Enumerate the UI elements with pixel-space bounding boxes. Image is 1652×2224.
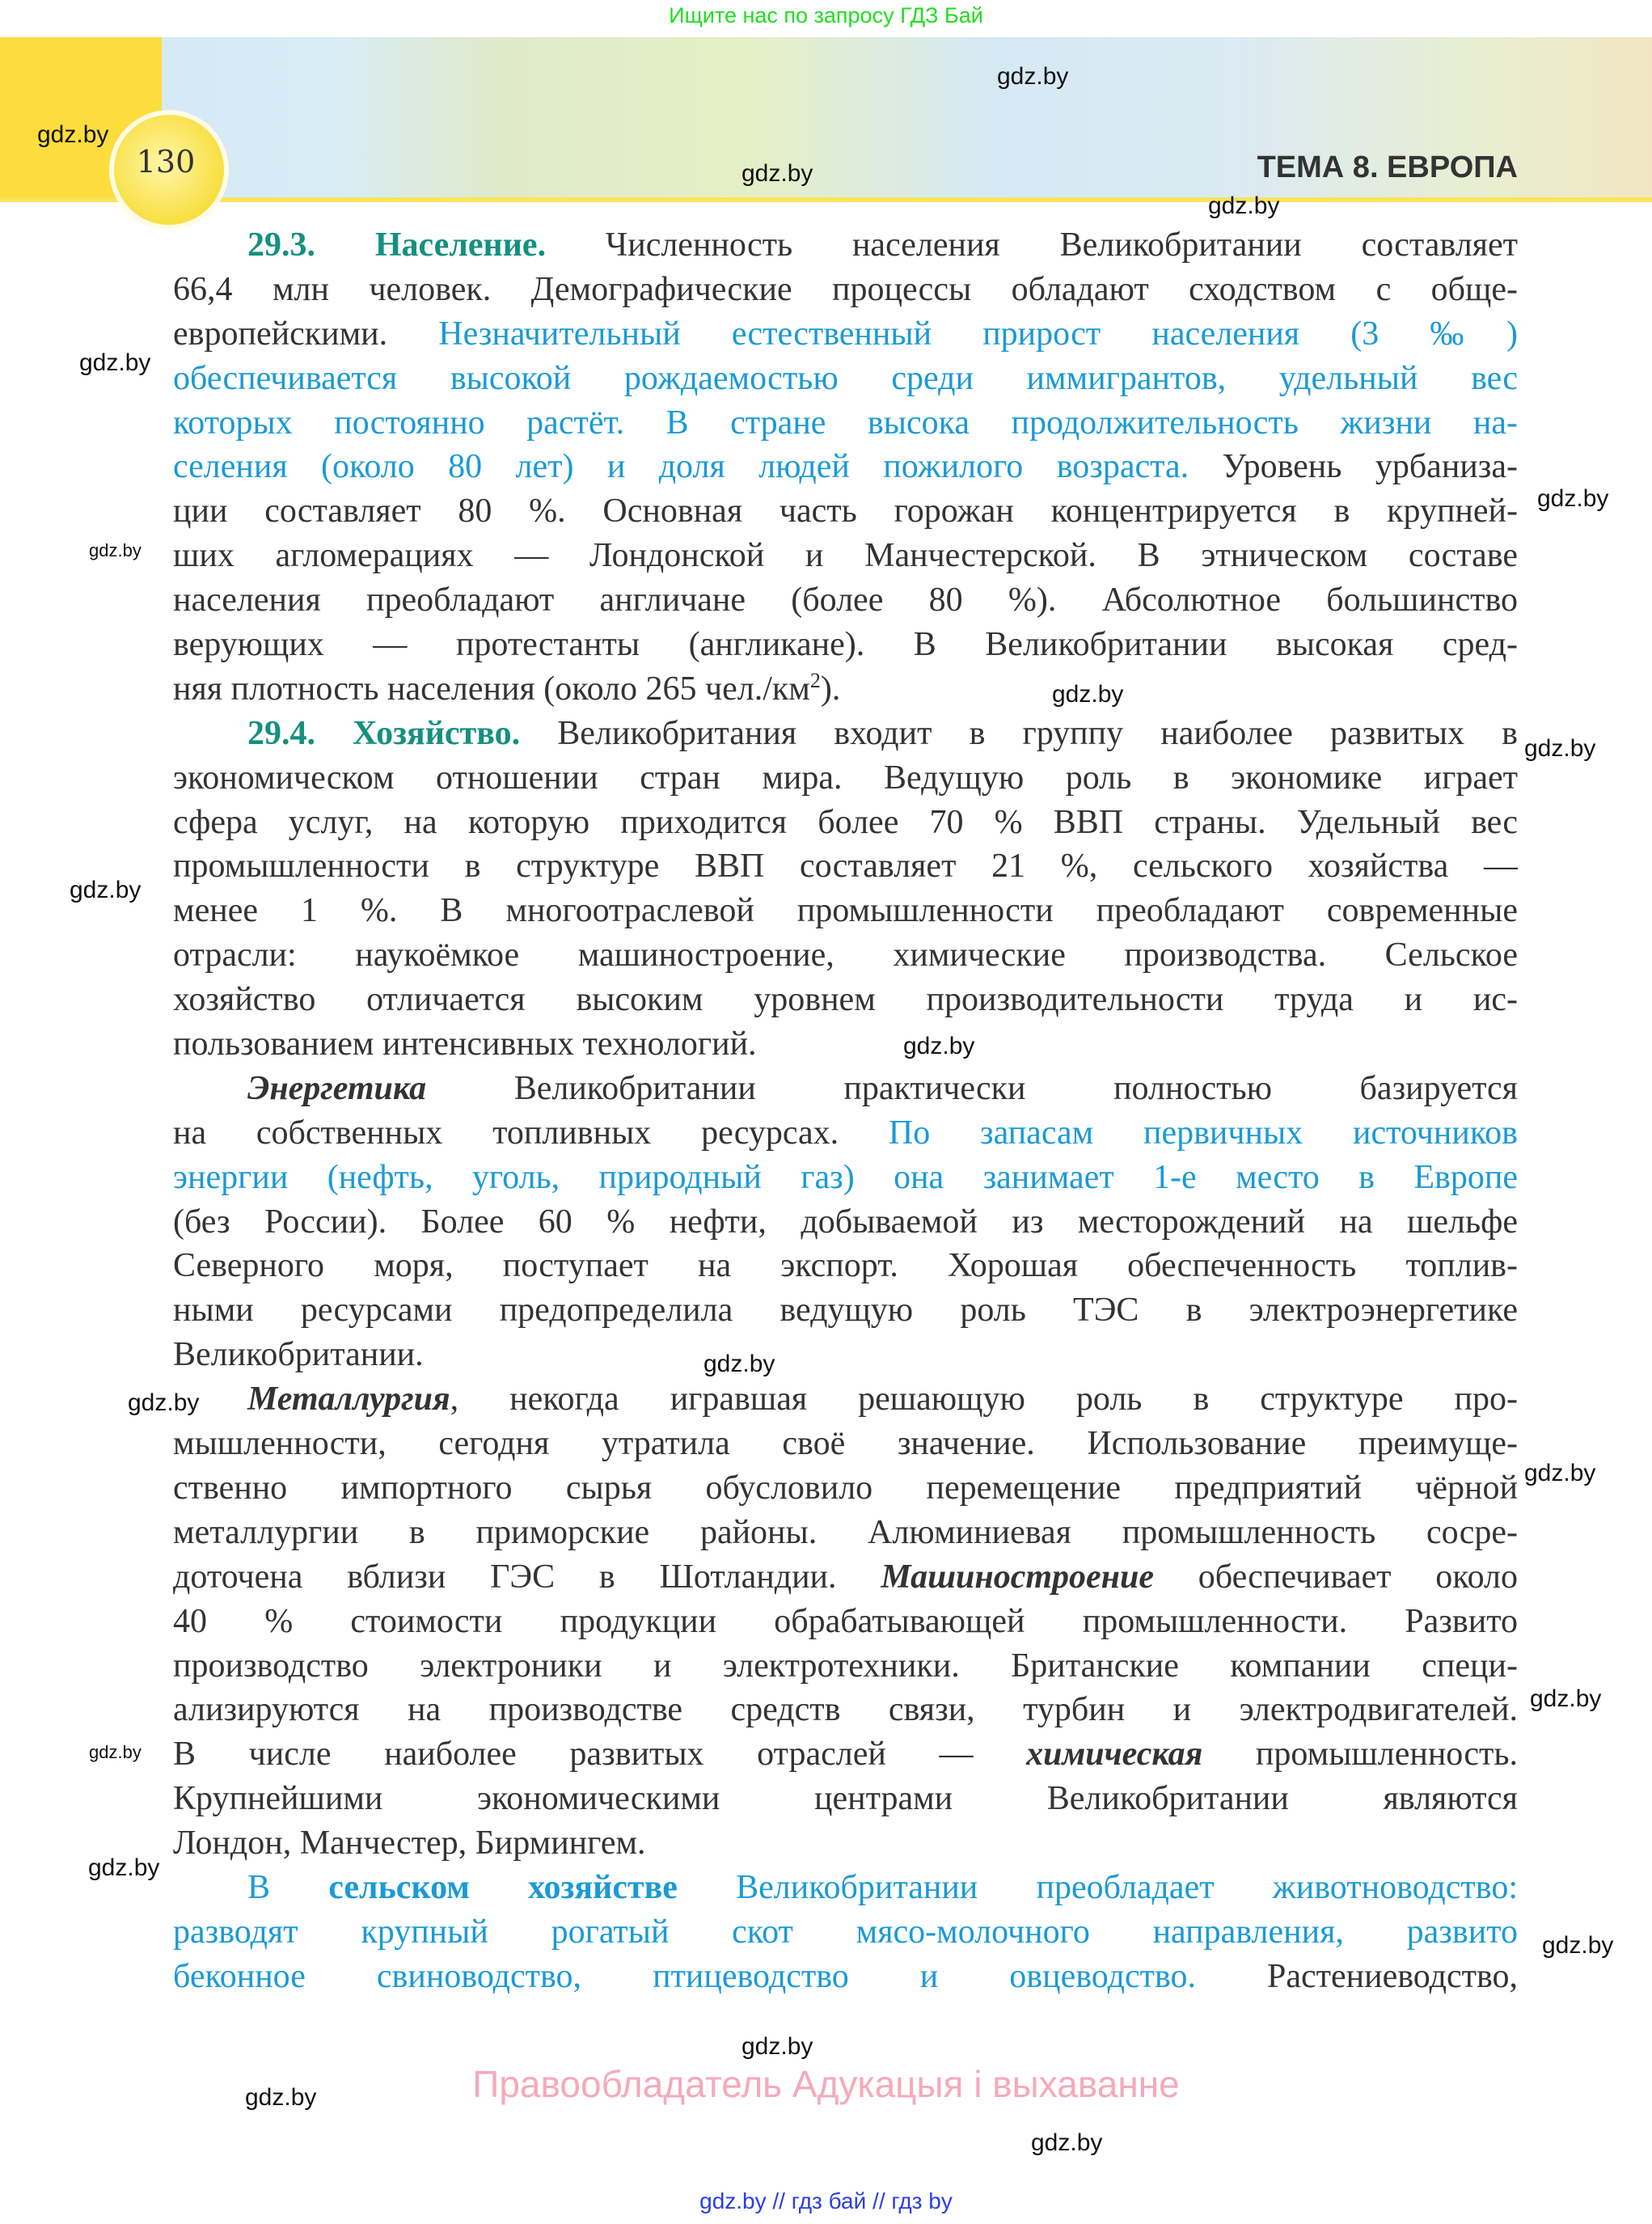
watermark: gdz.by [88,1854,160,1881]
text-line [173,756,1518,801]
watermark: gdz.by [245,2084,317,2111]
text-segment: 2 [809,668,821,692]
watermark: gdz.by [1052,681,1124,708]
watermark: gdz.by [1530,1685,1602,1712]
text-line [173,801,1518,845]
text-line [173,1910,1518,1955]
text-segment: производство электроники и электротехники. Британские компании специ- [173,1647,1518,1685]
text-line [173,978,1518,1022]
text-segment: ции составляет 80 %. Основная часть горожан концентрируется в крупней- [173,493,1518,531]
watermark: gdz.by [703,1351,775,1377]
text-segment: Растениеводство, [1195,1957,1518,1995]
term-emphasis: Машиностроение [881,1558,1154,1596]
text-line [173,1333,1518,1377]
text-line [173,1866,1518,1910]
highlighted-text: По запасам первичных источников [888,1114,1518,1152]
text-line [173,933,1518,978]
text-line [173,1821,1518,1866]
text-line [173,1466,1518,1511]
text-segment: ными ресурсами предопределила ведущую роль ТЭС в электроэнергетике [173,1292,1518,1330]
text-segment: доточена вблизи ГЭС в Шотландии. [173,1558,881,1596]
highlighted-text: Незначительный естественный прирост населения (3 ‰) [438,315,1518,353]
text-line [173,889,1518,933]
text-line [173,1288,1518,1333]
highlighted-text: обеспечивается высокой рождаемостью среди иммигрантов, удельный вес [173,359,1518,397]
watermark: gdz.by [89,540,142,560]
text-segment: отрасли: наукоёмкое машиностроение, химические производства. Сельское [173,937,1518,975]
text-segment: металлургии в приморские районы. Алюминиевая промышленность сосре- [173,1513,1518,1551]
text-segment: верующих — протестанты (англикане). В Великобритании высокая сред- [173,626,1518,664]
text-line [173,1600,1518,1644]
text-segment: экономическом отношении стран мира. Ведущую роль в экономике играет [173,759,1518,797]
watermark: gdz.by [741,160,813,187]
text-segment: 40 % стоимости продукции обрабатывающей промышленности. Развито [173,1602,1518,1640]
text-segment: В числе наиболее развитых отраслей — [173,1736,1027,1774]
text-segment: сфера услуг, на которую приходится более 70 % ВВП страны. Удельный вес [173,803,1518,841]
text-line [173,223,1518,268]
text-segment: Северного моря, поступает на экспорт. Хорошая обеспеченность топлив- [173,1247,1518,1285]
text-segment: пользованием интенсивных технологий. [173,1025,757,1063]
text-line [173,623,1518,667]
text-segment: Крупнейшими экономическими центрами Великобритании являются [173,1780,1518,1818]
text-line [173,1688,1518,1732]
text-segment: обеспечивает около [1154,1558,1518,1596]
text-segment: ших агломерациях — Лондонской и Манчестерской. В этническом составе [173,537,1518,575]
watermark: gdz.by [79,349,151,376]
text-segment: населения преобладают англичане (более 80 %). Абсолютное большинство [173,581,1518,619]
text-line [173,1777,1518,1821]
highlighted-text: энергии (нефть, уголь, природный газ) она занимает 1-е место в Европе [173,1158,1518,1196]
watermark: gdz.by [1031,2129,1103,2156]
text-segment: менее 1 %. В многоотраслевой промышленности преобладают современные [173,892,1518,930]
text-segment: на собственных топливных ресурсах. [173,1114,889,1152]
copyright-notice: Правообладатель Адукацыя і выхаванне [472,2063,1180,2105]
text-line [173,844,1518,889]
text-line [173,712,1518,756]
watermark: gdz.by [89,1742,142,1762]
text-line [173,312,1518,357]
text-segment: ственно импортного сырья обусловило перемещение предприятий чёрной [173,1469,1518,1507]
text-segment: няя плотность населения (около 265 чел./км [173,670,810,708]
section-heading: 29.3. Население. [247,226,547,264]
text-segment: ализируются на производстве средств связи, турбин и электродвигателей. [173,1691,1518,1729]
text-line [173,667,1518,712]
text-segment: Уровень урбаниза- [1189,448,1518,486]
watermark: gdz.by [1524,1460,1596,1486]
text-line [173,445,1518,489]
article-body [173,223,1518,1999]
text-line [173,1511,1518,1555]
watermark: gdz.by [37,121,109,148]
text-segment: Лондон, Манчестер, Бирмингем. [173,1824,646,1862]
text-segment: хозяйство отличается высоким уровнем производительности труда и ис- [173,981,1518,1019]
highlighted-text: сельском хозяйстве [328,1868,678,1906]
text-line [173,534,1518,578]
watermark: gdz.by [741,2033,813,2060]
text-segment: мышленности, сегодня утратила своё значение. Использование преимуще- [173,1425,1518,1463]
section-heading: 29.4. Хозяйство. [247,714,521,752]
text-segment: (без России). Более 60 % нефти, добываемой из месторождений на шельфе [173,1203,1518,1241]
text-line [173,268,1518,312]
watermark: gdz.by [1208,192,1280,219]
text-line [173,1732,1518,1777]
watermark: gdz.by [70,877,142,903]
text-line [173,1022,1518,1067]
text-line [173,1644,1518,1689]
page-number: 130 [136,144,196,180]
highlighted-text: разводят крупный рогатый скот мясо-молочного направления, развито [173,1913,1518,1951]
text-segment: 66,4 млн человек. Демографические процессы обладают сходством с обще- [173,270,1518,308]
highlighted-text: В [247,1868,329,1906]
text-line [173,1111,1518,1156]
term-emphasis: Металлургия [247,1380,450,1419]
text-line [173,401,1518,446]
watermark: gdz.by [1524,735,1596,762]
text-line [173,1244,1518,1288]
term-emphasis: Энергетика [247,1069,427,1107]
text-segment: промышленности в структуре ВВП составляет 21 %, сельского хозяйства — [173,848,1518,886]
highlighted-text: селения (около 80 лет) и доля людей пожилого возраста. [173,448,1189,486]
search-hint-banner: Ищите нас по запросу ГДЗ Бай [669,3,983,27]
watermark: gdz.by [1542,1932,1614,1959]
text-segment: ). [820,670,841,708]
text-segment: промышленность. [1202,1736,1518,1774]
text-line [173,1067,1518,1111]
text-line [173,1156,1518,1200]
watermark: gdz.by [128,1389,200,1416]
topic-title: ТЕМА 8. ЕВРОПА [1257,150,1518,184]
text-line [173,489,1518,534]
text-segment: Великобритания входит в группу наиболее развитых в [520,714,1518,752]
highlighted-text: которых постоянно растёт. В стране высока продолжительность жизни на- [173,404,1518,442]
text-segment: , некогда игравшая решающую роль в структуре про- [450,1380,1518,1419]
term-emphasis: химическая [1026,1736,1203,1774]
header-divider [0,197,1652,202]
highlighted-text: беконное свиноводство, птицеводство и овцеводство. [173,1957,1196,1995]
text-line [173,1955,1518,1999]
text-line [173,1377,1518,1422]
text-line [173,1555,1518,1600]
watermark: gdz.by [997,63,1069,90]
watermark: gdz.by [1537,485,1609,512]
text-line [173,1200,1518,1245]
text-segment: Численность населения Великобритании составляет [546,226,1518,264]
highlighted-text: Великобритании преобладает животноводство: [677,1868,1518,1906]
text-segment: Великобритании практически полностью базируется [426,1069,1518,1107]
text-line [173,578,1518,623]
text-segment: Великобритании. [173,1336,424,1374]
watermark: gdz.by [903,1033,975,1059]
text-segment: европейскими. [173,315,439,353]
footer-links[interactable]: gdz.by // гдз бай // гдз by [699,2188,953,2213]
text-line [173,1422,1518,1466]
text-line [173,357,1518,401]
